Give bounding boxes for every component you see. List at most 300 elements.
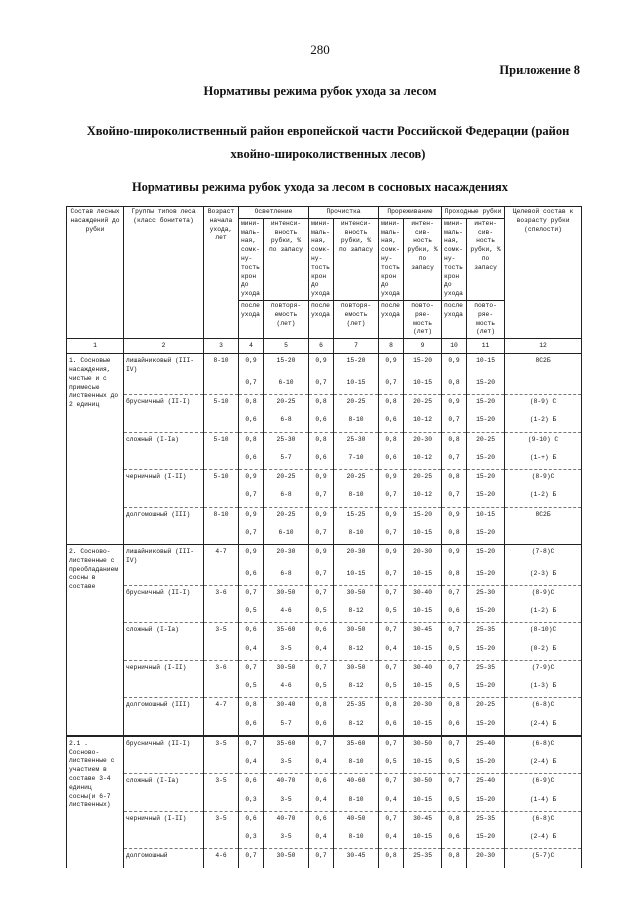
value-cell: 30-50 (334, 585, 379, 604)
value-cell: 0,8 (379, 395, 404, 414)
value-cell: 8-10 (334, 793, 379, 812)
value-cell: 25-40 (467, 736, 505, 755)
header-repeat: повторя-емость (лет) (264, 300, 309, 338)
value-cell: 30-50 (334, 623, 379, 642)
value-cell: 0,8 (309, 432, 334, 451)
forest-type-cell (124, 793, 204, 812)
value-cell: 20-25 (467, 698, 505, 717)
value-cell: 10-15 (467, 354, 505, 376)
value-cell: 0,4 (379, 642, 404, 661)
target-composition-cell: (0-2) Б (505, 642, 582, 661)
table-row (67, 470, 582, 489)
value-cell: 25-35 (467, 623, 505, 642)
table-row (67, 830, 582, 849)
value-cell: 25-40 (467, 774, 505, 793)
header-composition: Состав лесных насаждений до рубки (67, 207, 124, 339)
start-age-cell (204, 526, 239, 545)
start-age-cell: 4-7 (204, 698, 239, 717)
forest-type-cell: лишайниковый (III-IV) (124, 354, 204, 376)
value-cell: 0,4 (309, 793, 334, 812)
header-prochistka: Прочистка (309, 207, 379, 219)
value-cell: 0,6 (309, 717, 334, 736)
value-cell: 0,7 (239, 585, 264, 604)
value-cell: 0,6 (309, 623, 334, 642)
target-composition-cell: (2-4) Б (505, 717, 582, 736)
value-cell: 0,9 (379, 354, 404, 376)
value-cell: 15-20 (467, 526, 505, 545)
header-prokhodnye: Проходные рубки (442, 207, 505, 219)
column-number: 5 (264, 339, 309, 354)
value-cell: 20-25 (264, 507, 309, 526)
column-number-row (67, 339, 582, 354)
forest-type-cell (124, 451, 204, 470)
table-row (67, 679, 582, 698)
value-cell: 15-20 (467, 470, 505, 489)
value-cell: 30-45 (334, 849, 379, 868)
value-cell: 0,9 (239, 507, 264, 526)
value-cell: 0,5 (309, 604, 334, 623)
value-cell: 0,7 (442, 413, 467, 432)
value-cell: 10-15 (467, 507, 505, 526)
value-cell: 0,7 (239, 736, 264, 755)
table-row (67, 413, 582, 432)
column-number: 10 (442, 339, 467, 354)
value-cell: 15-20 (467, 717, 505, 736)
value-cell: 0,7 (379, 567, 404, 586)
value-cell: 15-20 (404, 354, 442, 376)
header-intensity: интен-сив-ность рубки, % по запасу (404, 218, 442, 300)
value-cell: 10-12 (404, 451, 442, 470)
value-cell: 15-20 (467, 395, 505, 414)
value-cell: 0,6 (239, 774, 264, 793)
table-row (67, 488, 582, 507)
value-cell: 10-12 (404, 413, 442, 432)
value-cell: 0,6 (239, 413, 264, 432)
value-cell: 0,7 (239, 526, 264, 545)
value-cell: 0,7 (379, 774, 404, 793)
value-cell: 0,6 (442, 604, 467, 623)
forest-type-cell (124, 679, 204, 698)
start-age-cell: 8-10 (204, 354, 239, 376)
table-row (67, 755, 582, 774)
target-composition-cell: (1-2) Б (505, 413, 582, 432)
forest-type-cell (124, 717, 204, 736)
table-row (67, 623, 582, 642)
value-cell: 20-25 (334, 470, 379, 489)
value-cell: 15-20 (334, 354, 379, 376)
target-composition-cell: (8-10)С (505, 623, 582, 642)
target-composition-cell: (2-4) Б (505, 755, 582, 774)
target-composition-cell: (1-2) Б (505, 604, 582, 623)
value-cell: 3-5 (264, 830, 309, 849)
table-row (67, 774, 582, 793)
table-group (67, 736, 582, 868)
table-row (67, 567, 582, 586)
value-cell: 0,7 (379, 526, 404, 545)
forest-type-cell: черничный (I-II) (124, 470, 204, 489)
value-cell: 4-6 (264, 604, 309, 623)
region-heading: Хвойно-широколиственный район европейской части Российской Федерации (район хвойно-широколиственных лесов) (86, 124, 570, 161)
value-cell: 20-25 (467, 432, 505, 451)
value-cell: 0,7 (239, 849, 264, 868)
value-cell: 0,6 (309, 811, 334, 830)
value-cell: 0,8 (309, 698, 334, 717)
column-number: 4 (239, 339, 264, 354)
value-cell: 0,9 (239, 354, 264, 376)
forest-type-cell (124, 755, 204, 774)
table-row (67, 698, 582, 717)
forest-type-cell (124, 642, 204, 661)
column-number: 6 (309, 339, 334, 354)
value-cell: 20-25 (264, 395, 309, 414)
value-cell: 0,7 (239, 376, 264, 395)
start-age-cell: 3-5 (204, 811, 239, 830)
header-after-care: после ухода (379, 300, 404, 338)
value-cell: 0,8 (442, 811, 467, 830)
value-cell: 3-5 (264, 642, 309, 661)
value-cell: 10-15 (404, 604, 442, 623)
value-cell: 0,4 (309, 755, 334, 774)
value-cell: 25-35 (404, 849, 442, 868)
value-cell: 0,5 (379, 755, 404, 774)
start-age-cell: 8-10 (204, 507, 239, 526)
value-cell: 20-30 (264, 545, 309, 567)
start-age-cell (204, 604, 239, 623)
page-number: 280 (310, 42, 330, 57)
value-cell: 25-30 (334, 432, 379, 451)
value-cell: 0,5 (442, 793, 467, 812)
value-cell: 15-20 (467, 793, 505, 812)
forest-type-cell: брусничный (II-I) (124, 395, 204, 414)
value-cell: 30-50 (404, 736, 442, 755)
header-after-care: после ухода (442, 300, 467, 338)
value-cell: 0,7 (379, 585, 404, 604)
header-after-care: после ухода (239, 300, 264, 338)
value-cell: 0,4 (379, 830, 404, 849)
value-cell: 6-8 (264, 413, 309, 432)
value-cell: 10-15 (404, 376, 442, 395)
value-cell: 0,7 (379, 488, 404, 507)
value-cell: 0,7 (379, 811, 404, 830)
forest-type-cell (124, 830, 204, 849)
column-number: 11 (467, 339, 505, 354)
value-cell: 15-20 (467, 376, 505, 395)
value-cell: 0,6 (442, 830, 467, 849)
target-composition-cell: (6-8)С (505, 736, 582, 755)
value-cell: 0,9 (442, 545, 467, 567)
value-cell: 0,8 (442, 470, 467, 489)
value-cell: 8-10 (334, 755, 379, 774)
value-cell: 35-60 (264, 736, 309, 755)
table-row (67, 660, 582, 679)
header-min-density: мини-маль-ная, сомк-ну-тость крон до ухода (379, 218, 404, 300)
value-cell: 30-45 (404, 811, 442, 830)
header-after-care: после ухода (309, 300, 334, 338)
value-cell: 15-25 (334, 507, 379, 526)
value-cell: 10-15 (404, 642, 442, 661)
value-cell: 0,7 (379, 623, 404, 642)
header-target-composition: Целевой состав к возрасту рубки (спелости) (505, 207, 582, 339)
table-row (67, 376, 582, 395)
value-cell: 0,7 (309, 660, 334, 679)
target-composition-cell: (1-+) Б (505, 451, 582, 470)
value-cell: 7-10 (334, 451, 379, 470)
header-min-density: мини-маль-ная, сомк-ну-тость крон до ухода (442, 218, 467, 300)
header-prorezhivanie: Прореживание (379, 207, 442, 219)
value-cell: 20-30 (404, 545, 442, 567)
value-cell: 0,7 (309, 849, 334, 868)
value-cell: 0,7 (309, 376, 334, 395)
value-cell: 0,5 (239, 604, 264, 623)
value-cell: 20-30 (467, 849, 505, 868)
target-composition-cell (505, 526, 582, 545)
value-cell: 0,6 (309, 774, 334, 793)
value-cell: 0,4 (309, 642, 334, 661)
header-intensity: интен-сив-ность рубки, % по запасу (467, 218, 505, 300)
value-cell: 15-20 (467, 451, 505, 470)
value-cell: 30-40 (404, 660, 442, 679)
value-cell: 0,8 (442, 432, 467, 451)
table-row (67, 545, 582, 567)
value-cell: 6-8 (264, 567, 309, 586)
value-cell: 30-40 (404, 585, 442, 604)
value-cell: 3-5 (264, 793, 309, 812)
value-cell: 0,8 (442, 698, 467, 717)
header-intensity: интенси-вность рубки, % по запасу (264, 218, 309, 300)
table-row (67, 526, 582, 545)
value-cell: 8-12 (334, 717, 379, 736)
value-cell: 40-50 (334, 811, 379, 830)
start-age-cell (204, 376, 239, 395)
forest-type-cell: черничный (I-II) (124, 660, 204, 679)
value-cell: 15-20 (467, 567, 505, 586)
value-cell: 0,7 (442, 451, 467, 470)
value-cell: 10-15 (404, 679, 442, 698)
start-age-cell: 5-10 (204, 432, 239, 451)
target-composition-cell: (9-10) С (505, 432, 582, 451)
start-age-cell: 3-6 (204, 585, 239, 604)
value-cell: 30-45 (404, 623, 442, 642)
value-cell: 0,9 (442, 395, 467, 414)
value-cell: 0,8 (442, 849, 467, 868)
value-cell: 20-25 (264, 470, 309, 489)
target-composition-cell: (8-9) С (505, 395, 582, 414)
value-cell: 0,6 (239, 623, 264, 642)
target-composition-cell: (1-2) Б (505, 488, 582, 507)
value-cell: 0,8 (442, 526, 467, 545)
value-cell: 0,6 (309, 413, 334, 432)
forest-type-cell: долгомошный (III) (124, 698, 204, 717)
value-cell: 15-20 (404, 507, 442, 526)
header-repeat: повто-ряе-мость (лет) (404, 300, 442, 338)
target-composition-cell: (2-3) Б (505, 567, 582, 586)
start-age-cell: 3-6 (204, 660, 239, 679)
value-cell: 10-15 (404, 567, 442, 586)
value-cell: 15-20 (467, 488, 505, 507)
value-cell: 0,7 (309, 567, 334, 586)
forest-type-cell (124, 488, 204, 507)
value-cell: 15-20 (467, 830, 505, 849)
value-cell: 0,6 (379, 451, 404, 470)
start-age-cell (204, 793, 239, 812)
value-cell: 15-20 (467, 755, 505, 774)
value-cell: 0,7 (442, 488, 467, 507)
value-cell: 5-7 (264, 717, 309, 736)
value-cell: 8-12 (334, 604, 379, 623)
document-title: Нормативы режима рубок ухода за лесом (203, 84, 437, 98)
value-cell: 0,8 (239, 698, 264, 717)
value-cell: 0,9 (309, 470, 334, 489)
value-cell: 4-6 (264, 679, 309, 698)
value-cell: 0,7 (442, 623, 467, 642)
value-cell: 20-30 (404, 432, 442, 451)
forest-type-cell (124, 526, 204, 545)
appendix-label: Приложение 8 (499, 63, 580, 77)
value-cell: 25-35 (467, 660, 505, 679)
value-cell: 0,9 (379, 507, 404, 526)
column-number: 12 (505, 339, 582, 354)
start-age-cell (204, 755, 239, 774)
value-cell: 0,5 (442, 755, 467, 774)
forest-type-cell: черничный (I-II) (124, 811, 204, 830)
value-cell: 0,9 (309, 545, 334, 567)
value-cell: 30-50 (264, 585, 309, 604)
value-cell: 10-15 (334, 376, 379, 395)
norms-table-container (66, 206, 581, 868)
value-cell: 0,5 (379, 679, 404, 698)
composition-cell: 2.1 . Сосново-лиственные с участием в составе 3-4 единиц сосны(и 6-7 лиственных) (67, 736, 124, 868)
forest-type-cell (124, 413, 204, 432)
start-age-cell (204, 830, 239, 849)
value-cell: 0,8 (379, 849, 404, 868)
value-cell: 0,6 (442, 717, 467, 736)
start-age-cell (204, 451, 239, 470)
table-row (67, 432, 582, 451)
start-age-cell (204, 679, 239, 698)
target-composition-cell: 8С2Б (505, 354, 582, 376)
value-cell: 0,7 (379, 736, 404, 755)
table-row (67, 451, 582, 470)
value-cell: 30-40 (264, 698, 309, 717)
target-composition-cell: (6-9)С (505, 774, 582, 793)
value-cell: 0,4 (239, 755, 264, 774)
table-row (67, 849, 582, 868)
composition-cell: 2. Сосново-лиственные с преобладанием сосны в составе (67, 545, 124, 736)
value-cell: 25-30 (264, 432, 309, 451)
value-cell: 10-15 (404, 755, 442, 774)
forest-type-cell (124, 376, 204, 395)
value-cell: 0,9 (442, 507, 467, 526)
table-row (67, 736, 582, 755)
target-composition-cell: (7-8)С (505, 545, 582, 567)
value-cell: 0,8 (379, 432, 404, 451)
start-age-cell: 3-5 (204, 774, 239, 793)
forest-type-cell: сложный (I-Ia) (124, 623, 204, 642)
value-cell: 8-10 (334, 413, 379, 432)
value-cell: 0,7 (442, 774, 467, 793)
table-group (67, 545, 582, 736)
value-cell: 0,8 (309, 395, 334, 414)
table-row (67, 793, 582, 812)
value-cell: 5-7 (264, 451, 309, 470)
value-cell: 0,6 (379, 413, 404, 432)
value-cell: 0,7 (442, 736, 467, 755)
value-cell: 0,8 (442, 376, 467, 395)
value-cell: 0,7 (309, 488, 334, 507)
value-cell: 0,8 (239, 432, 264, 451)
value-cell: 0,4 (379, 793, 404, 812)
value-cell: 8-10 (334, 526, 379, 545)
table-row (67, 395, 582, 414)
forest-type-cell: долгомошный (III) (124, 507, 204, 526)
value-cell: 10-15 (404, 526, 442, 545)
target-composition-cell: (1-4) Б (505, 793, 582, 812)
start-age-cell (204, 642, 239, 661)
value-cell: 0,7 (309, 736, 334, 755)
value-cell: 0,7 (309, 585, 334, 604)
target-composition-cell: (6-8)С (505, 811, 582, 830)
value-cell: 3-5 (264, 755, 309, 774)
table-row (67, 507, 582, 526)
value-cell: 15-20 (264, 354, 309, 376)
value-cell: 0,5 (379, 604, 404, 623)
norms-table (66, 206, 582, 868)
value-cell: 35-60 (264, 623, 309, 642)
start-age-cell: 4-6 (204, 849, 239, 868)
value-cell: 0,9 (379, 545, 404, 567)
value-cell: 0,6 (239, 811, 264, 830)
value-cell: 30-50 (264, 849, 309, 868)
target-composition-cell: 8С2Б (505, 507, 582, 526)
value-cell: 8-12 (334, 679, 379, 698)
column-number: 7 (334, 339, 379, 354)
table-row (67, 604, 582, 623)
column-number: 9 (404, 339, 442, 354)
header-forest-type: Группы типов леса (класс бонитета) (124, 207, 204, 339)
value-cell: 0,7 (239, 660, 264, 679)
value-cell: 20-25 (404, 470, 442, 489)
start-age-cell (204, 413, 239, 432)
value-cell: 0,6 (239, 717, 264, 736)
header-start-age: Возраст начала ухода, лет (204, 207, 239, 339)
start-age-cell: 4-7 (204, 545, 239, 567)
column-number: 2 (124, 339, 204, 354)
value-cell: 0,7 (442, 585, 467, 604)
value-cell: 10-12 (404, 488, 442, 507)
value-cell: 0,7 (379, 660, 404, 679)
forest-type-cell: сложный (I-Ia) (124, 432, 204, 451)
column-number: 1 (67, 339, 124, 354)
value-cell: 0,3 (239, 793, 264, 812)
table-header (67, 207, 582, 354)
start-age-cell: 3-5 (204, 623, 239, 642)
value-cell: 15-20 (467, 679, 505, 698)
value-cell: 25-35 (467, 811, 505, 830)
header-repeat: повто-ряе-мость (лет) (467, 300, 505, 338)
column-number: 8 (379, 339, 404, 354)
target-composition-cell: (2-4) Б (505, 830, 582, 849)
value-cell: 0,7 (442, 660, 467, 679)
value-cell: 8-12 (334, 642, 379, 661)
value-cell: 0,4 (309, 830, 334, 849)
forest-type-cell: лишайниковый (III-IV) (124, 545, 204, 567)
header-osvetlenie: Осветление (239, 207, 309, 219)
table-group (67, 354, 582, 545)
value-cell: 0,5 (239, 679, 264, 698)
value-cell: 20-25 (404, 395, 442, 414)
value-cell: 0,6 (309, 451, 334, 470)
start-age-cell: 5-10 (204, 470, 239, 489)
